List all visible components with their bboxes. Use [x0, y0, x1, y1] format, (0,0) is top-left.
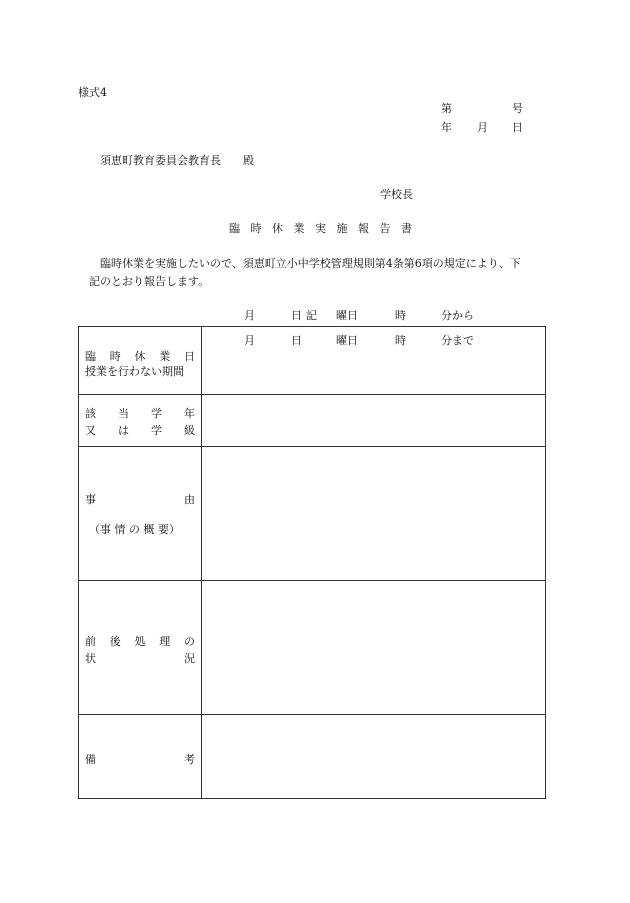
row-reason	[79, 447, 546, 581]
value-remarks[interactable]	[202, 715, 546, 799]
row-handling	[79, 581, 546, 715]
char: 級	[184, 424, 195, 437]
label-period-line2: 授業を行わない期間	[85, 365, 184, 378]
char: 理	[159, 635, 171, 648]
char: 由	[184, 493, 195, 506]
body-line-2: 記のとおり報告します。	[89, 275, 210, 288]
value-grade[interactable]	[202, 395, 546, 447]
sender-principal: 学校長	[380, 188, 413, 201]
label-period	[79, 327, 202, 395]
end-weekday: 曜日	[336, 334, 358, 347]
char: 業	[159, 350, 171, 363]
char: 備	[85, 753, 96, 766]
char: 日	[184, 350, 195, 363]
value-period[interactable]	[202, 309, 546, 395]
char: 状	[85, 652, 96, 665]
value-reason[interactable]	[202, 447, 546, 581]
char: 前	[85, 635, 96, 648]
label-remarks-line1	[85, 751, 195, 767]
value-handling[interactable]	[202, 581, 546, 715]
char: 当	[118, 407, 129, 420]
row-period	[79, 327, 546, 395]
date-year: 年	[441, 121, 452, 134]
start-minute: 分から	[441, 309, 474, 322]
char: 後	[109, 635, 121, 648]
char: 学	[151, 407, 162, 420]
row-remarks	[79, 715, 546, 799]
char: 該	[85, 407, 96, 420]
char: 時	[109, 350, 121, 363]
end-day: 日	[291, 334, 302, 347]
report-table	[78, 309, 546, 799]
label-handling-line2	[85, 650, 195, 666]
label-handling-line1	[85, 633, 195, 649]
end-minute: 分まで	[441, 334, 474, 347]
body-line-1: 臨時休業を実施したいので、須恵町立小中学校管理規則第4条第6項の規定により、下	[100, 257, 521, 270]
char: は	[118, 424, 129, 437]
char: 休	[134, 350, 146, 363]
char: 学	[151, 424, 162, 437]
number-suffix: 号	[512, 102, 523, 115]
label-grade-line1	[85, 405, 195, 421]
date-month: 月	[477, 121, 488, 134]
char: 考	[184, 753, 195, 766]
start-weekday: 曜日	[336, 309, 358, 322]
label-reason-line1	[85, 491, 195, 507]
label-period-line1	[85, 348, 195, 364]
addressee: 須恵町教育委員会教育長 殿	[100, 154, 254, 167]
char: 年	[184, 407, 195, 420]
label-reason	[79, 447, 202, 581]
date-day: 日	[512, 121, 523, 134]
char: 又	[85, 424, 96, 437]
label-remarks	[79, 715, 202, 799]
end-hour: 時	[395, 334, 406, 347]
label-grade-line2	[85, 422, 195, 438]
char: の	[184, 635, 195, 648]
char: 処	[134, 635, 146, 648]
form-number-label: 様式4	[78, 86, 107, 99]
document-title: 臨時休業実施報告書	[229, 222, 423, 235]
label-handling	[79, 581, 202, 715]
char: 況	[184, 652, 195, 665]
label-grade	[79, 395, 202, 447]
char: 臨	[85, 350, 96, 363]
end-month: 月	[244, 334, 255, 347]
number-prefix: 第	[441, 102, 452, 115]
start-hour: 時	[395, 309, 406, 322]
ki-heading: 記	[306, 309, 317, 322]
label-reason-line2: （事 情 の 概 要）	[89, 523, 180, 536]
row-grade	[79, 395, 546, 447]
start-month: 月	[244, 309, 255, 322]
start-day: 日	[291, 309, 302, 322]
char: 事	[85, 493, 96, 506]
